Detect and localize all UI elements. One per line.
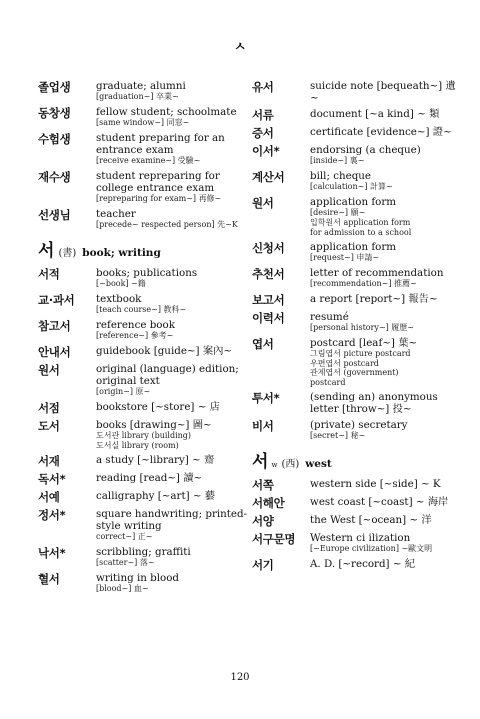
dictionary-entry (252, 532, 462, 554)
entry-gloss: a study [~library] ~ 齋 (96, 454, 215, 466)
entry-etymology: [receive examine~] 受驗~ (96, 156, 201, 165)
entry-gloss: scribbling; graffiti (96, 546, 191, 558)
entry-headword: 투서* (252, 391, 280, 405)
entry-headword: 원서 (38, 363, 60, 377)
entry-gloss: Western ci ilization (310, 532, 411, 544)
entry-definition (96, 293, 256, 315)
entry-headword: 서기 (252, 558, 274, 572)
entry-definition (96, 419, 256, 450)
entry-definition (310, 170, 462, 192)
entry-subentry: 우편엽서 postcard (310, 358, 379, 368)
entry-etymology: [~Europe civilization] ~歐文明 (310, 544, 433, 553)
entry-etymology: [graduation~] 卒業~ (96, 92, 179, 101)
entry-gloss: certificate [evidence~] 證~ (310, 126, 452, 138)
section-title: book; writing (82, 247, 161, 259)
entry-definition (310, 126, 462, 138)
entry-gloss: teacher (96, 208, 136, 220)
entry-definition (310, 293, 462, 305)
entry-gloss: postcard [leaf~] 葉~ (310, 337, 418, 349)
dictionary-entry (38, 401, 256, 415)
dictionary-entry (252, 196, 462, 237)
dictionary-entry (38, 319, 256, 341)
entry-headword: 추천서 (252, 267, 285, 281)
entry-headword: 도서 (38, 419, 60, 433)
entry-headword: 보고서 (252, 293, 285, 307)
entry-subentry: 도서실 library (room) (96, 440, 179, 450)
entry-definition (96, 345, 256, 357)
entry-headword: 교·과서 (38, 293, 75, 307)
entry-etymology: [reference~] 參考~ (96, 331, 174, 340)
entry-gloss: reference book (96, 319, 175, 331)
dictionary-entry (38, 345, 256, 359)
entry-headword: 유서 (252, 80, 274, 94)
dictionary-entry (38, 490, 256, 504)
entry-gloss: writing in blood (96, 572, 180, 584)
entry-subentry: postcard (310, 377, 346, 387)
entry-etymology: [request~] 申請~ (310, 253, 380, 262)
entry-headword: 혈서 (38, 572, 60, 586)
entry-definition (96, 80, 256, 102)
section-superscript: w (271, 461, 278, 469)
entry-headword: 안내서 (38, 345, 71, 359)
entry-gloss: application form (310, 241, 397, 253)
entry-etymology: [teach course~] 教科~ (96, 305, 187, 314)
entry-definition (96, 208, 256, 230)
dictionary-entry (252, 419, 462, 441)
entry-gloss: A. D. [~record] ~ 紀 (310, 558, 416, 570)
entry-gloss: resumé (310, 311, 349, 323)
entry-definition (96, 508, 256, 542)
dictionary-entry (38, 132, 256, 166)
entry-definition (310, 558, 462, 570)
section-headword: 서 (38, 241, 55, 261)
dictionary-entry (38, 454, 256, 468)
entry-headword: 서쪽 (252, 478, 274, 492)
entry-headword: 졸업생 (38, 80, 71, 94)
right-entry-list-2 (252, 478, 462, 572)
entry-headword: 서점 (38, 401, 60, 415)
entry-gloss: student repreparing for college entrance exam (96, 170, 220, 194)
entry-etymology: [personal history~] 履歷~ (310, 323, 415, 332)
entry-headword: 낙서* (38, 546, 66, 560)
header-index-letter: ㅅ (233, 40, 247, 55)
dictionary-entry (38, 363, 256, 397)
entry-definition (96, 401, 256, 413)
section-heading-west (252, 447, 462, 472)
entry-headword: 참고서 (38, 319, 71, 333)
entry-definition (310, 108, 462, 120)
dictionary-entry (252, 311, 462, 333)
entry-etymology: [~book] ~籍 (96, 279, 146, 288)
entry-headword: 서류 (252, 108, 274, 122)
dictionary-entry (38, 80, 256, 102)
entry-subentry: 관제엽서 (government) (310, 368, 399, 377)
dictionary-entry (38, 472, 256, 486)
entry-headword: 서해안 (252, 496, 285, 510)
dictionary-entry (252, 293, 462, 307)
dictionary-entry (38, 293, 256, 315)
entry-definition (310, 80, 462, 104)
entry-definition (310, 337, 462, 387)
entry-gloss: document [~a kind] ~ 類 (310, 108, 440, 120)
entry-definition (310, 311, 462, 333)
entry-gloss: endorsing (a cheque) (310, 144, 421, 156)
dictionary-entry (252, 391, 462, 415)
entry-subentry: 그림엽서 picture postcard (310, 349, 411, 358)
entry-gloss: square handwriting; printed-style writing (96, 508, 248, 532)
entry-gloss: the West [~ocean] ~ 洋 (310, 514, 432, 526)
dictionary-entry (38, 170, 256, 204)
section-hanja: (西) (281, 459, 300, 470)
entry-definition (310, 391, 462, 415)
entry-definition (96, 363, 256, 397)
entry-gloss: a report [report~] 報告~ (310, 293, 438, 305)
entry-gloss: calligraphy [~art] ~ 藝 (96, 490, 216, 502)
entry-headword: 이서* (252, 144, 280, 158)
left-entry-list (38, 80, 256, 230)
section-title: west (305, 458, 332, 470)
dictionary-entry (38, 546, 256, 568)
entry-definition (310, 514, 462, 526)
entry-gloss: bookstore [~store] ~ 店 (96, 401, 220, 413)
entry-gloss: fellow student; schoolmate (96, 106, 237, 118)
entry-definition (310, 196, 462, 237)
section-heading-book (38, 236, 256, 261)
entry-gloss: books [drawing~] 圖~ (96, 419, 212, 431)
entry-subentry: for admission to a school (310, 227, 412, 237)
entry-headword: 서양 (252, 514, 274, 528)
entry-headword: 원서 (252, 196, 274, 210)
dictionary-entry (252, 496, 462, 510)
entry-headword: 신청서 (252, 241, 285, 255)
dictionary-entry (252, 80, 462, 104)
entry-definition (96, 170, 256, 204)
left-column (38, 80, 256, 598)
entry-headword: 정서* (38, 508, 66, 522)
entry-gloss: reading [read~] 讀~ (96, 472, 203, 484)
entry-definition (96, 490, 256, 502)
entry-gloss: graduate; alumni (96, 80, 186, 92)
entry-headword: 엽서 (252, 337, 274, 351)
entry-subentry: 도서관 library (building) (96, 431, 192, 440)
right-column (252, 80, 462, 576)
entry-definition (96, 546, 256, 568)
entry-etymology: [repreparing for exam~] 再修~ (96, 194, 222, 203)
entry-definition (310, 267, 462, 289)
entry-headword: 재수생 (38, 170, 71, 184)
entry-definition (96, 454, 256, 466)
dictionary-entry (38, 106, 256, 128)
entry-etymology: [scatter~] 落~ (96, 558, 155, 567)
dictionary-entry (252, 126, 462, 140)
dictionary-entry (252, 241, 462, 263)
entry-gloss: application form (310, 196, 397, 208)
entry-definition (310, 241, 462, 263)
entry-definition (96, 106, 256, 128)
entry-headword: 이력서 (252, 311, 285, 325)
dictionary-entry (252, 478, 462, 492)
entry-definition (310, 532, 462, 554)
entry-etymology: [recommendation~] 推薦~ (310, 279, 417, 288)
dictionary-entry (252, 267, 462, 289)
entry-headword: 선생님 (38, 208, 71, 222)
entry-gloss: letter of recommendation (310, 267, 444, 279)
entry-etymology: correct~] 正~ (96, 532, 153, 541)
entry-etymology: [precede~ respected person] 先~K (96, 220, 238, 229)
entry-gloss: (sending an) anonymous letter [throw~] 投~ (310, 391, 438, 415)
entry-gloss: suicide note [bequeath~] 遺~ (310, 80, 456, 104)
left-entry-list-2 (38, 267, 256, 594)
entry-gloss: bill; cheque (310, 170, 372, 182)
dictionary-entry (38, 419, 256, 450)
entry-headword: 서구문명 (252, 532, 296, 546)
section-headword: 서 (252, 452, 269, 472)
entry-headword: 독서* (38, 472, 66, 486)
entry-gloss: original (language) edition; original text (96, 363, 239, 387)
entry-gloss: western side [~side] ~ K (310, 478, 441, 490)
dictionary-entry (38, 572, 256, 594)
dictionary-entry (38, 267, 256, 289)
entry-headword: 동창생 (38, 106, 71, 120)
entry-etymology: [secret~] 秘~ (310, 431, 366, 440)
entry-headword: 서예 (38, 490, 60, 504)
entry-definition (96, 267, 256, 289)
section-hanja: (書) (58, 248, 77, 259)
entry-headword: 서적 (38, 267, 60, 281)
entry-etymology: [same window~] 同窓~ (96, 118, 190, 127)
entry-headword: 계산서 (252, 170, 285, 184)
entry-etymology: [desire~] 願~ (310, 208, 366, 217)
entry-definition (96, 572, 256, 594)
dictionary-entry (38, 508, 256, 542)
entry-gloss: textbook (96, 293, 142, 305)
entry-gloss: guidebook [guide~] 案內~ (96, 345, 233, 357)
entry-definition (310, 419, 462, 441)
entry-gloss: west coast [~coast] ~ 海岸 (310, 496, 449, 508)
dictionary-entry (252, 558, 462, 572)
entry-etymology: [origin~] 原~ (96, 387, 151, 396)
entry-headword: 서재 (38, 454, 60, 468)
entry-headword: 증서 (252, 126, 274, 140)
entry-etymology: [calculation~] 計算~ (310, 182, 393, 191)
entry-subentry: 입학원서 application form (310, 218, 411, 227)
entry-definition (310, 478, 462, 490)
entry-headword: 수험생 (38, 132, 71, 146)
entry-gloss: books; publications (96, 267, 198, 279)
entry-gloss: student preparing for an entrance exam (96, 132, 225, 156)
entry-definition (96, 319, 256, 341)
entry-headword: 비서 (252, 419, 274, 433)
entry-etymology: [blood~] 血~ (96, 584, 149, 593)
dictionary-entry (38, 208, 256, 230)
dictionary-entry (252, 144, 462, 166)
right-entry-list (252, 80, 462, 441)
entry-etymology: [inside~] 裏~ (310, 156, 365, 165)
entry-gloss: (private) secretary (310, 419, 408, 431)
dictionary-entry (252, 337, 462, 387)
page-number: 120 (230, 672, 250, 683)
entry-definition (310, 144, 462, 166)
dictionary-entry (252, 514, 462, 528)
dictionary-entry (252, 170, 462, 192)
entry-definition (310, 496, 462, 508)
entry-definition (96, 132, 256, 166)
entry-definition (96, 472, 256, 484)
dictionary-entry (252, 108, 462, 122)
